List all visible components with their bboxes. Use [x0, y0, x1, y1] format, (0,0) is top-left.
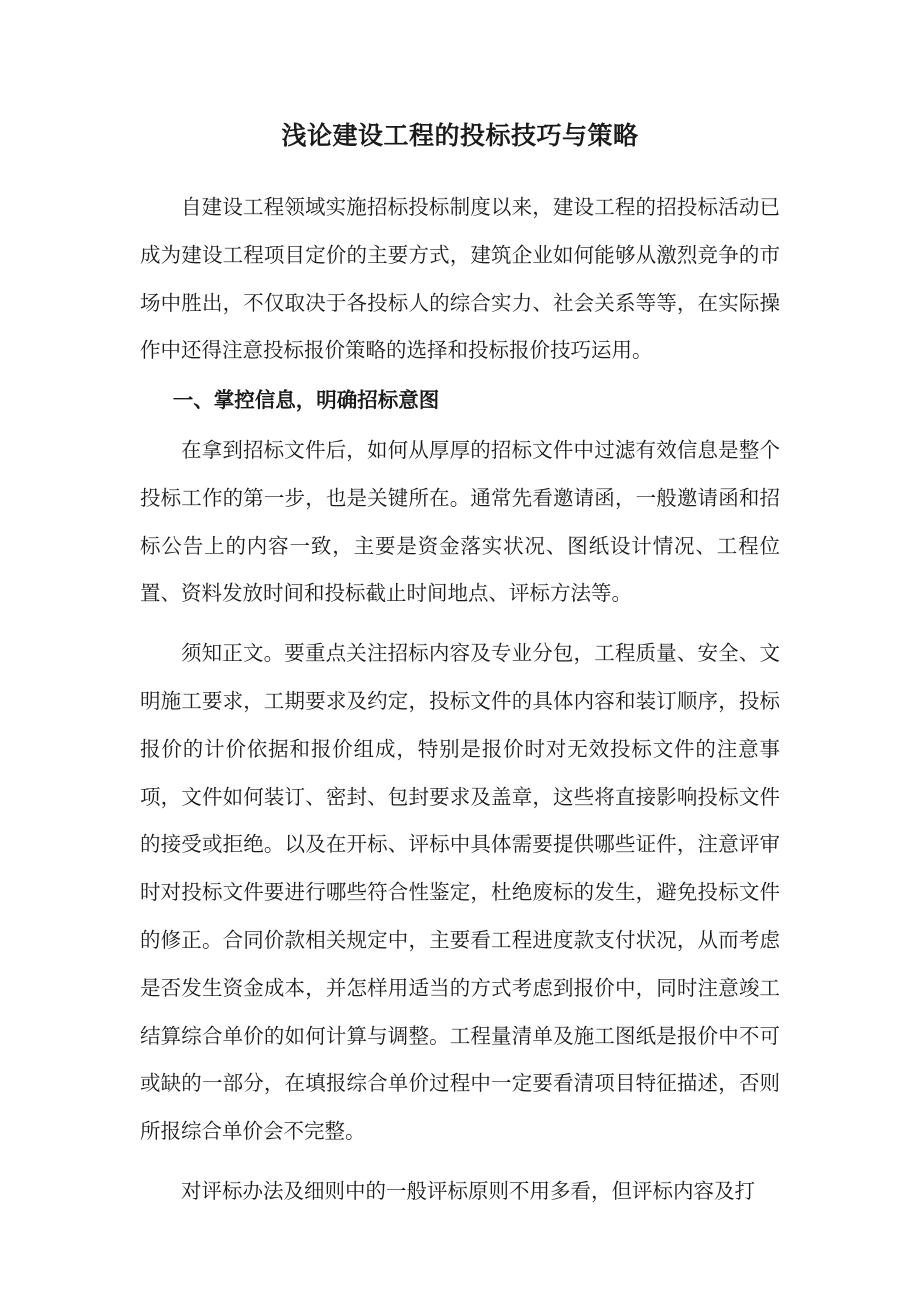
document-body [140, 184, 780, 1216]
paragraph-instructions: 须知正文。要重点关注招标内容及专业分包，工程质量、安全、文明施工要求，工期要求及约定，投标文件的具体内容和装订顺序，投标报价的计价依据和报价组成，特别是报价时对无效投标文件的注意事项，文件如何装订、密封、包封要求及盖章，这些将直接影响投标文件的接受或拒绝。以及在开标、评标中具体需要提供哪些证件，注意评审时对投标文件要进行哪些符合性鉴定，杜绝废标的发生，避免投标文件的修正。合同价款相关规定中，主要看工程进度款支付状况，从而考虑是否发生资金成本，并怎样用适当的方式考虑到报价中，同时注意竣工结算综合单价的如何计算与调整。工程量清单及施工图纸是报价中不可或缺的一部分，在填报综合单价过程中一定要看清项目特征描述，否则所报综合单价会不完整。 [140, 641, 780, 1144]
paragraph-evaluation: 对评标办法及细则中的一般评标原则不用多看，但评标内容及打 [181, 1178, 755, 1203]
document-title: 浅论建设工程的投标技巧与策略 [281, 121, 639, 150]
paragraph-information: 在拿到招标文件后，如何从厚厚的招标文件中过滤有效信息是整个投标工作的第一步，也是关键所在。通常先看邀请函，一般邀请函和招标公告上的内容一致，主要是资金落实状况、图纸设计情况、工程位置、资料发放时间和投标截止时间地点、评标方法等。 [140, 437, 780, 606]
section-heading: 一、掌控信息，明确招标意图 [172, 388, 440, 413]
paragraph-intro: 自建设工程领域实施招标投标制度以来，建设工程的招投标活动已成为建设工程项目定价的主要方式，建筑企业如何能够从激烈竞争的市场中胜出，不仅取决于各投标人的综合实力、社会关系等等，在实际操作中还得注意投标报价策略的选择和投标报价技巧运用。 [140, 195, 780, 363]
